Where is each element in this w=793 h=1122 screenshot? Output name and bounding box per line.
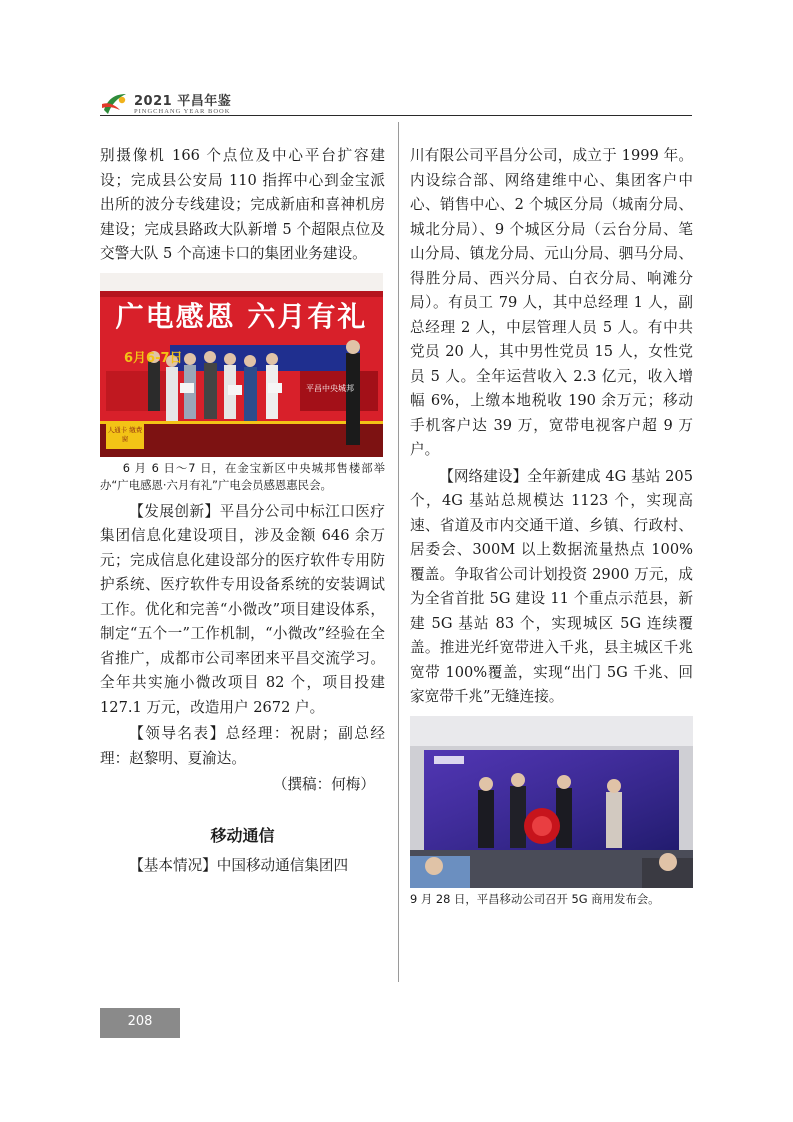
yearbook-title: 2021 平昌年鉴 [134, 94, 232, 109]
photo-caption: 6 月 6 日～7 日，在金宝新区中央城邦售楼部举办“广电感恩·六月有礼”广电会员感恩惠民会。 [100, 460, 385, 492]
banner-slogan: 广电感恩 六月有礼 [115, 299, 368, 333]
section-tag: 【领导名表】 [129, 725, 226, 742]
page-header [100, 82, 692, 122]
right-column [410, 144, 693, 914]
paragraph-continued: 别摄像机 166 个点位及中心平台扩容建设；完成县公安局 110 指挥中心到金宝派出所的波分专线建设；完成新庙和喜神机房建设；完成县路政大队新增 5 个超限点位及交警大队 5 个高速卡口的集团业务建设。 [100, 147, 385, 262]
section-tag: 【基本情况】 [129, 857, 217, 874]
yearbook-logo-icon [100, 88, 130, 118]
section-tag: 【网络建设】 [439, 467, 528, 485]
service-window-sign: 人通卡 缴费窗 [107, 425, 143, 443]
paragraph-leaders: 总经理：祝尉；副总经理：赵黎明、夏渝达。 [100, 725, 385, 767]
header-rule [100, 115, 692, 116]
page-number: 208 [127, 1014, 153, 1029]
launch-photo-image [410, 716, 693, 888]
yearbook-subtitle: PINGCHANG YEAR BOOK [134, 108, 231, 115]
photo-5g-launch [410, 716, 693, 888]
banner-date: 6月6-7日 [124, 350, 183, 366]
author-credit: （撰稿：何梅） [272, 776, 375, 793]
paragraph-network: 全年新建成 4G 基站 205 个，4G 基站总规模达 1123 个，实现高速、省道及市内交通干道、乡镇、行政村、居委会、300M 以上数据流量热点 100%覆盖。争取省公司计划投资 2900 万元，成为全省首批 5G 建设 11 个重点示范县，新建 5G 基站 83 个，实现城区 5G 连续覆盖。推进光纤宽带进入千兆，县主城区千兆宽带 100%覆盖，实现“出门 5G 千兆、回家宽带千兆”无缝连接。 [410, 467, 693, 705]
photo-caption: 9 月 28 日，平昌移动公司召开 5G 商用发布会。 [410, 891, 660, 906]
paragraph-basic-info-continued: 川有限公司平昌分公司，成立于 1999 年。内设综合部、网络建维中心、集团客户中心、销售中心、2 个城区分局（城南分局、城北分局）、9 个城区分局（云台分局、笔山分局、镇龙分局、元山分局、驷马分局、得胜分局、西兴分局、白衣分局、响滩分局）。有员工 79 人，其中总经理 1 人，副总经理 2 人，中层管理人员 5 人。有中共党员 20 人，其中男性党员 15 人，女性党员 5 人。全年运营收入 2.3 亿元，收入增幅 6%，上缴本地税收 190 余万元；移动手机客户达 39 万，宽带电视客户超 9 万户。 [410, 147, 693, 458]
paragraph-basic-info-start: 中国移动通信集团四 [216, 857, 349, 874]
section-tag: 【发展创新】 [129, 502, 220, 520]
column-divider [398, 122, 399, 982]
paragraph-development: 平昌分公司中标江口医疗集团信息化建设项目，涉及金额 646 余万元；完成信息化建设部分的医疗软件专用防护系统、医疗软件专用设备系统的安装调试工作。优化和完善“小微改”项目建设体系，制定“五个一”工作机制，“小微改”经验在全省推广，成都市公司率团来平昌交流学习。全年共实施小微改项目 82 个，项目投建 127.1 万元，改造用户 2672 户。 [100, 502, 385, 716]
left-column [100, 144, 385, 879]
section-title: 移动通信 [210, 825, 275, 845]
photo-guangdian-event [100, 273, 383, 457]
banner-venue: 平昌中央城邦 [306, 383, 354, 393]
